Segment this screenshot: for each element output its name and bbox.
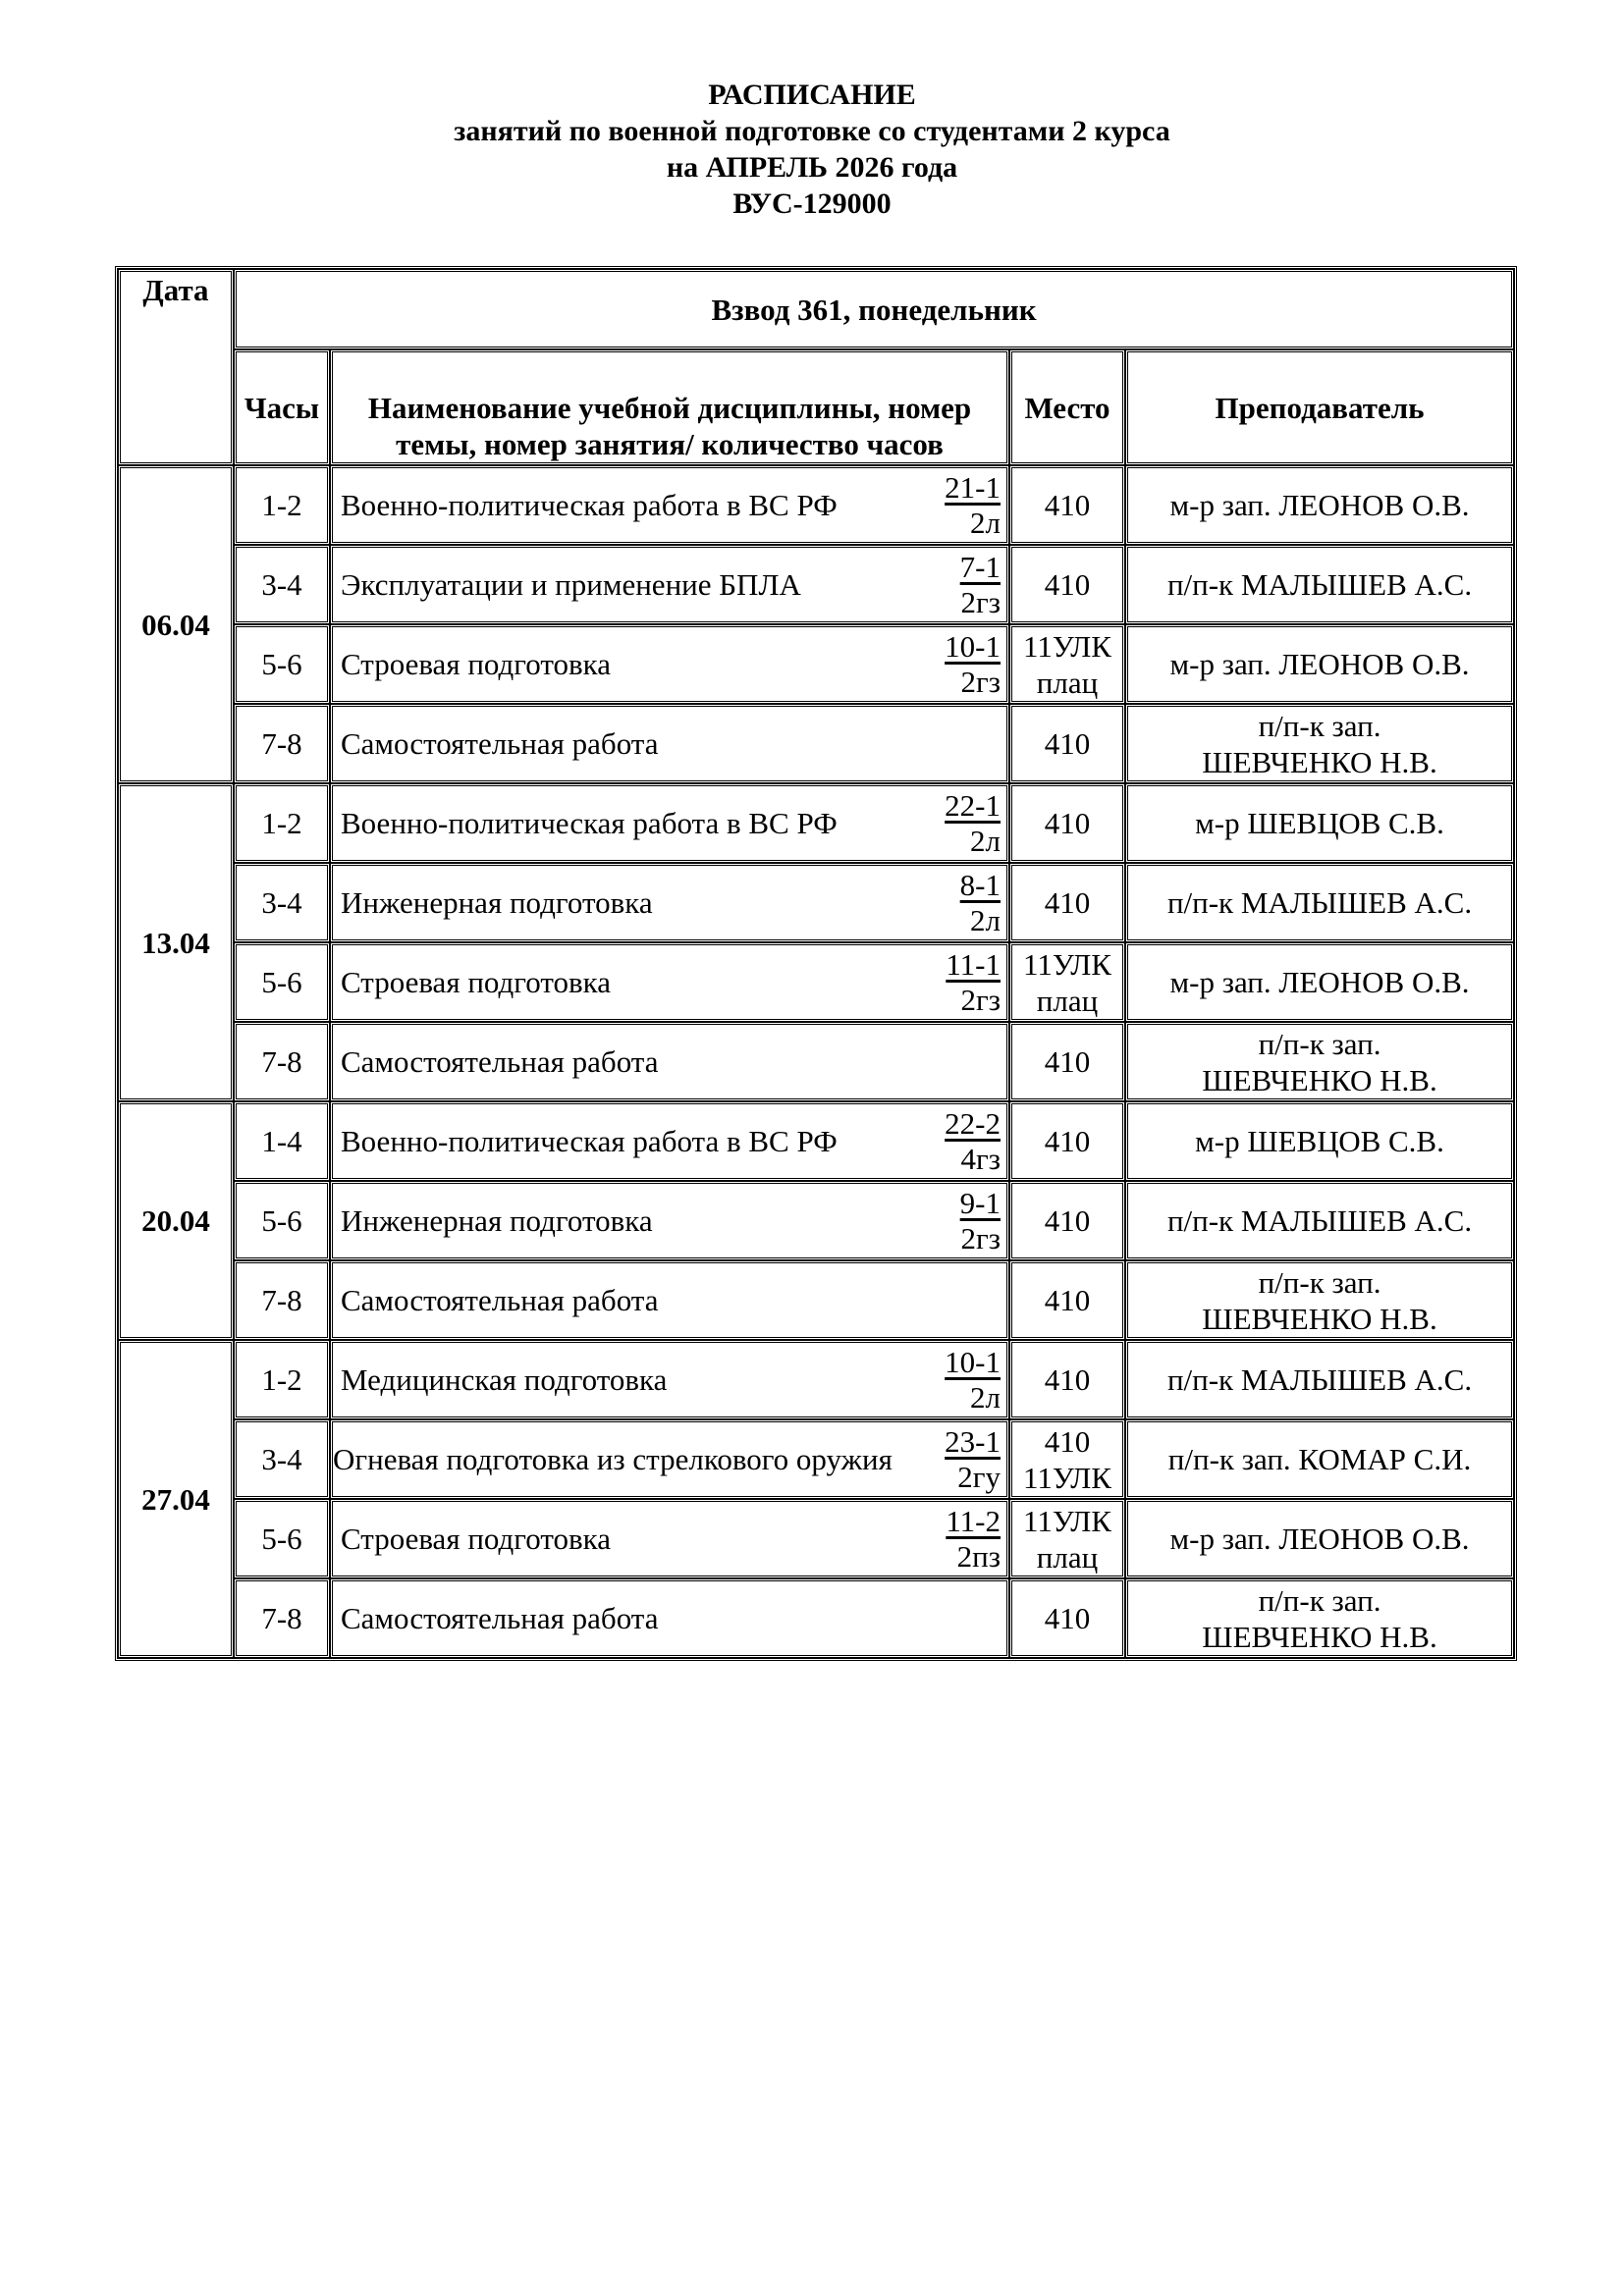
- lesson-code: [946, 947, 1001, 1018]
- lesson-type-hours: 2гз: [960, 664, 1001, 699]
- lesson-type-hours: 2гз: [960, 584, 1001, 619]
- teacher-line: п/п-к МАЛЫШЕВ А.С.: [1166, 567, 1473, 602]
- column-header-teacher: Преподаватель: [1125, 349, 1514, 465]
- date-cell: 13.04: [118, 783, 234, 1101]
- lesson-code: [945, 1106, 1001, 1177]
- hours-cell: 1-4: [234, 1101, 330, 1181]
- discipline-cell: [330, 1260, 1009, 1340]
- discipline-name: Военно-политическая работа в ВС РФ: [341, 488, 838, 522]
- lesson-code: [960, 1186, 1001, 1256]
- teacher-cell: [1125, 1499, 1514, 1578]
- discipline-cell: [330, 545, 1009, 624]
- discipline-name: Строевая подготовка: [341, 965, 611, 999]
- document-header: [0, 77, 1624, 222]
- place-line: плац: [1036, 983, 1099, 1018]
- table-row: [118, 1340, 1514, 1419]
- place-cell: [1009, 863, 1125, 942]
- discipline-name: Инженерная подготовка: [341, 1203, 653, 1238]
- table-row: [118, 942, 1514, 1022]
- teacher-line: м-р зап. ЛЕОНОВ О.В.: [1169, 647, 1470, 681]
- table-row: [118, 1578, 1514, 1658]
- discipline-name: Медицинская подготовка: [341, 1362, 668, 1397]
- place-cell: [1009, 1340, 1125, 1419]
- place-cell: [1009, 1101, 1125, 1181]
- teacher-cell: [1125, 942, 1514, 1022]
- discipline-cell: [330, 1578, 1009, 1658]
- lesson-type-hours: 4гз: [960, 1141, 1001, 1176]
- lesson-code: [945, 1424, 1001, 1495]
- place-cell: [1009, 624, 1125, 704]
- place-cell: [1009, 1419, 1125, 1499]
- teacher-line: п/п-к зап.: [1258, 1026, 1381, 1061]
- place-line: 410: [1044, 1124, 1091, 1158]
- discipline-cell: [330, 1022, 1009, 1101]
- discipline-cell: [330, 863, 1009, 942]
- teacher-line: ШЕВЧЕНКО Н.В.: [1202, 1062, 1437, 1097]
- hours-cell: 3-4: [234, 545, 330, 624]
- discipline-name: Самостоятельная работа: [341, 1601, 659, 1635]
- teacher-cell: [1125, 783, 1514, 863]
- table-row: [118, 1181, 1514, 1260]
- teacher-cell: [1125, 1181, 1514, 1260]
- discipline-name: Строевая подготовка: [341, 647, 611, 681]
- discipline-cell: [330, 1181, 1009, 1260]
- teacher-line: м-р зап. ЛЕОНОВ О.В.: [1169, 1522, 1470, 1556]
- discipline-cell: [330, 1101, 1009, 1181]
- teacher-cell: [1125, 1419, 1514, 1499]
- place-line: 410: [1044, 1601, 1091, 1635]
- topic-lesson-number: 10-1: [945, 1344, 1001, 1379]
- hours-cell: 7-8: [234, 704, 330, 783]
- place-line: 11УЛК: [1022, 946, 1111, 982]
- teacher-line: п/п-к зап.: [1258, 1264, 1381, 1300]
- teacher-line: м-р ШЕВЦОВ С.В.: [1195, 806, 1444, 840]
- hours-cell: 5-6: [234, 1499, 330, 1578]
- place-line: 410: [1044, 885, 1091, 920]
- table-row: [118, 1101, 1514, 1181]
- teacher-line: ШЕВЧЕНКО Н.В.: [1202, 1619, 1437, 1654]
- table-row: [118, 545, 1514, 624]
- specialty-code: ВУС-129000: [732, 187, 892, 220]
- place-line: 410: [1044, 488, 1091, 522]
- teacher-line: п/п-к зап.: [1258, 1582, 1381, 1618]
- platoon-header: Взвод 361, понедельник: [234, 269, 1514, 349]
- topic-lesson-number: 11-2: [946, 1503, 1001, 1538]
- topic-lesson-number: 8-1: [959, 867, 1001, 902]
- topic-lesson-number: 23-1: [945, 1423, 1001, 1459]
- column-header-discipline: Наименование учебной дисциплины, номер темы, номер занятия/ количество часов: [330, 349, 1009, 465]
- lesson-code: [945, 788, 1001, 859]
- place-line: 410: [1044, 1423, 1091, 1459]
- column-header-place: Место: [1009, 349, 1125, 465]
- table-row: [118, 1260, 1514, 1340]
- discipline-name: Военно-политическая работа в ВС РФ: [341, 806, 838, 840]
- teacher-cell: [1125, 545, 1514, 624]
- topic-lesson-number: 22-2: [945, 1105, 1001, 1141]
- discipline-name: Самостоятельная работа: [341, 726, 659, 761]
- place-cell: [1009, 1022, 1125, 1101]
- lesson-type-hours: 2л: [970, 505, 1001, 540]
- teacher-cell: [1125, 1260, 1514, 1340]
- discipline-name: Огневая подготовка из стрелкового оружия: [333, 1442, 893, 1476]
- teacher-cell: [1125, 624, 1514, 704]
- discipline-name: Строевая подготовка: [341, 1522, 611, 1556]
- discipline-name: Инженерная подготовка: [341, 885, 653, 920]
- teacher-line: п/п-к МАЛЫШЕВ А.С.: [1166, 1362, 1473, 1397]
- discipline-name: Эксплуатации и применение БПЛА: [341, 567, 801, 602]
- teacher-line: м-р зап. ЛЕОНОВ О.В.: [1169, 965, 1470, 999]
- teacher-cell: [1125, 1578, 1514, 1658]
- discipline-cell: [330, 1340, 1009, 1419]
- hours-cell: 1-2: [234, 465, 330, 545]
- place-line: 410: [1044, 726, 1091, 761]
- place-cell: [1009, 545, 1125, 624]
- place-line: 410: [1044, 806, 1091, 840]
- table-row: [118, 1499, 1514, 1578]
- discipline-name: Самостоятельная работа: [341, 1044, 659, 1079]
- hours-cell: 5-6: [234, 942, 330, 1022]
- place-line: плац: [1036, 1539, 1099, 1575]
- place-line: 11УЛК: [1022, 628, 1111, 664]
- teacher-line: ШЕВЧЕНКО Н.В.: [1202, 1301, 1437, 1336]
- place-line: 410: [1044, 1362, 1091, 1397]
- place-line: 11УЛК: [1022, 1503, 1111, 1538]
- place-cell: [1009, 1260, 1125, 1340]
- lesson-type-hours: 2гу: [957, 1459, 1001, 1494]
- place-cell: [1009, 1181, 1125, 1260]
- lesson-type-hours: 2пз: [956, 1538, 1001, 1574]
- teacher-line: м-р зап. ЛЕОНОВ О.В.: [1169, 488, 1470, 522]
- table-row: [118, 704, 1514, 783]
- teacher-cell: [1125, 704, 1514, 783]
- topic-lesson-number: 22-1: [945, 787, 1001, 823]
- lesson-type-hours: 2гз: [960, 1220, 1001, 1255]
- schedule-table: [115, 266, 1517, 1661]
- column-header-hours: Часы: [234, 349, 330, 465]
- lesson-code: [960, 550, 1001, 620]
- discipline-name: Самостоятельная работа: [341, 1283, 659, 1317]
- teacher-line: п/п-к зап.: [1258, 708, 1381, 743]
- date-cell: 06.04: [118, 465, 234, 783]
- table-row: [118, 1419, 1514, 1499]
- teacher-cell: [1125, 1101, 1514, 1181]
- date-cell: 20.04: [118, 1101, 234, 1340]
- table-row: [118, 624, 1514, 704]
- teacher-line: п/п-к МАЛЫШЕВ А.С.: [1166, 885, 1473, 920]
- teacher-line: ШЕВЧЕНКО Н.В.: [1202, 744, 1437, 779]
- discipline-cell: [330, 1499, 1009, 1578]
- teacher-line: п/п-к МАЛЫШЕВ А.С.: [1166, 1203, 1473, 1238]
- discipline-cell: [330, 704, 1009, 783]
- table-row: [118, 863, 1514, 942]
- hours-cell: 5-6: [234, 624, 330, 704]
- teacher-line: п/п-к зап. КОМАР С.И.: [1167, 1442, 1472, 1476]
- place-cell: [1009, 465, 1125, 545]
- place-cell: [1009, 1578, 1125, 1658]
- lesson-type-hours: 2л: [970, 902, 1001, 937]
- place-line: 410: [1044, 1044, 1091, 1079]
- schedule-body: [118, 465, 1514, 1658]
- table-row: [118, 1022, 1514, 1101]
- lesson-type-hours: 2л: [970, 823, 1001, 858]
- discipline-cell: [330, 942, 1009, 1022]
- subtitle: занятий по военной подготовке со студентами 2 курса: [454, 115, 1170, 147]
- discipline-name: Военно-политическая работа в ВС РФ: [341, 1124, 838, 1158]
- place-cell: [1009, 783, 1125, 863]
- discipline-cell: [330, 624, 1009, 704]
- place-line: плац: [1036, 665, 1099, 700]
- lesson-code: [945, 629, 1001, 700]
- hours-cell: 7-8: [234, 1578, 330, 1658]
- hours-cell: 3-4: [234, 863, 330, 942]
- table-row: [118, 783, 1514, 863]
- table-row: [118, 465, 1514, 545]
- discipline-cell: [330, 1419, 1009, 1499]
- place-cell: [1009, 1499, 1125, 1578]
- hours-cell: 5-6: [234, 1181, 330, 1260]
- topic-lesson-number: 21-1: [945, 469, 1001, 505]
- discipline-cell: [330, 465, 1009, 545]
- teacher-cell: [1125, 863, 1514, 942]
- lesson-code: [945, 1345, 1001, 1415]
- topic-lesson-number: 11-1: [946, 946, 1001, 982]
- hours-cell: 3-4: [234, 1419, 330, 1499]
- topic-lesson-number: 9-1: [959, 1185, 1001, 1220]
- teacher-cell: [1125, 1022, 1514, 1101]
- lesson-code: [946, 1504, 1001, 1575]
- place-line: 11УЛК: [1022, 1460, 1111, 1495]
- lesson-code: [945, 470, 1001, 541]
- place-line: 410: [1044, 567, 1091, 602]
- teacher-cell: [1125, 465, 1514, 545]
- lesson-type-hours: 2гз: [960, 982, 1001, 1017]
- hours-cell: 7-8: [234, 1260, 330, 1340]
- teacher-cell: [1125, 1340, 1514, 1419]
- discipline-cell: [330, 783, 1009, 863]
- hours-cell: 7-8: [234, 1022, 330, 1101]
- place-cell: [1009, 704, 1125, 783]
- topic-lesson-number: 7-1: [959, 549, 1001, 584]
- place-line: 410: [1044, 1203, 1091, 1238]
- period: на АПРЕЛЬ 2026 года: [666, 151, 958, 184]
- date-cell: 27.04: [118, 1340, 234, 1658]
- title: РАСПИСАНИЕ: [708, 79, 916, 111]
- column-header-date: Дата: [118, 269, 234, 465]
- hours-cell: 1-2: [234, 783, 330, 863]
- teacher-line: м-р ШЕВЦОВ С.В.: [1195, 1124, 1444, 1158]
- topic-lesson-number: 10-1: [945, 628, 1001, 664]
- place-line: 410: [1044, 1283, 1091, 1317]
- place-cell: [1009, 942, 1125, 1022]
- hours-cell: 1-2: [234, 1340, 330, 1419]
- lesson-code: [960, 868, 1001, 938]
- lesson-type-hours: 2л: [970, 1379, 1001, 1415]
